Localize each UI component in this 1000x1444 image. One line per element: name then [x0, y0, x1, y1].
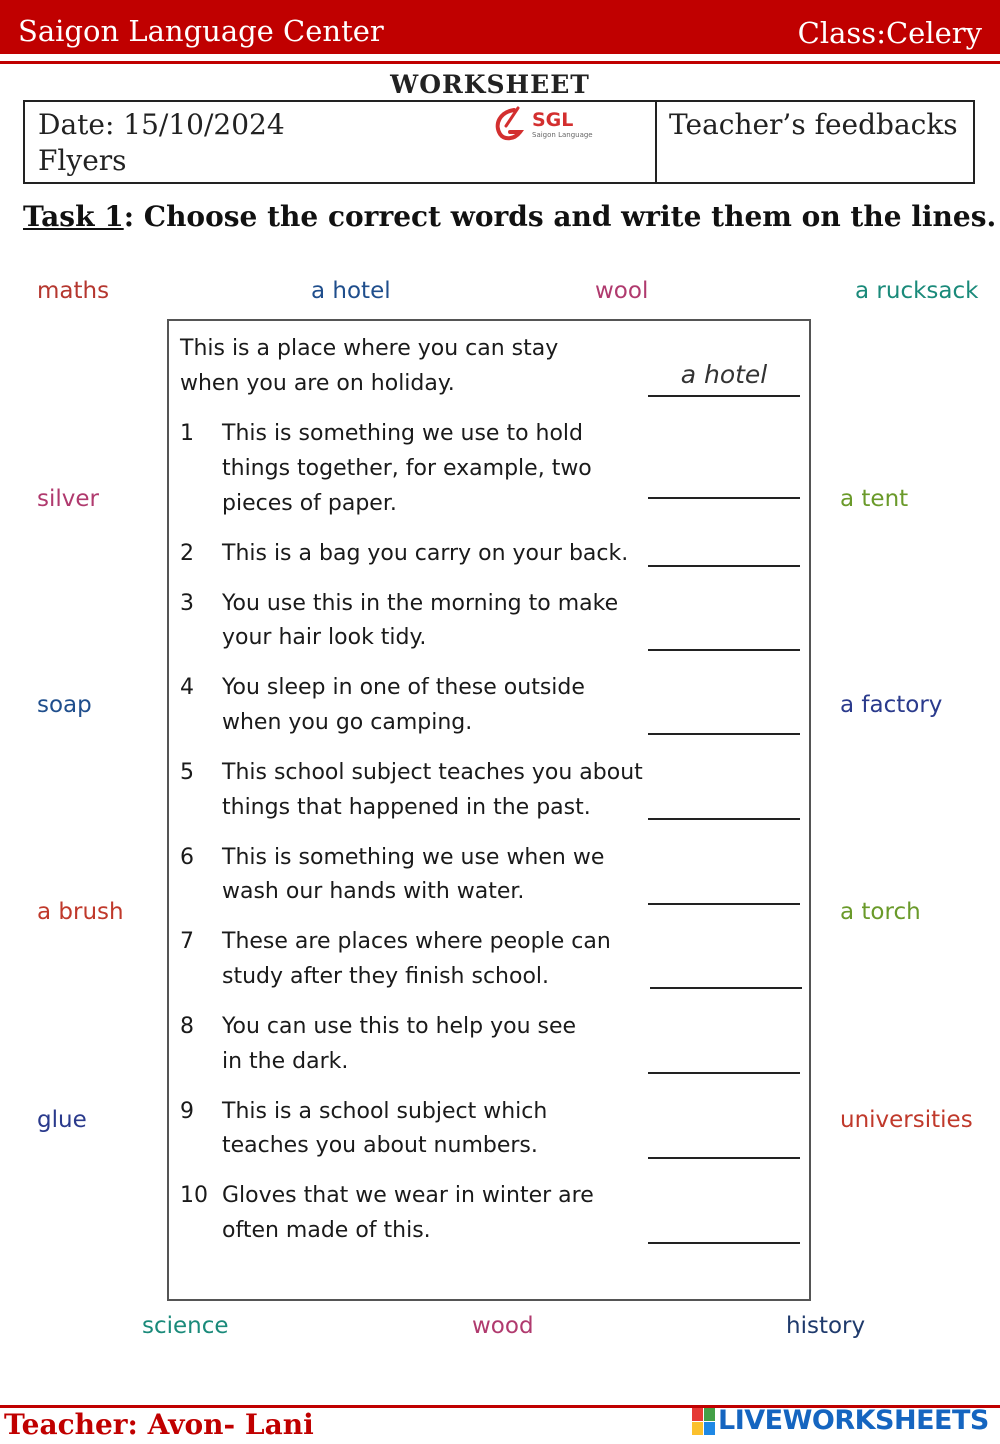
word-bank-item: a rucksack: [855, 278, 979, 304]
answer-line-4[interactable]: [648, 733, 800, 735]
sgl-logo: [492, 104, 602, 146]
task-label: Task 1: [23, 200, 124, 233]
question-number: 6: [180, 845, 194, 870]
example-line: This is a place where you can stay: [180, 336, 559, 361]
task-instruction: [23, 200, 996, 233]
word-bank-item: wood: [472, 1313, 534, 1339]
question-line: wash our hands with water.: [222, 879, 525, 904]
word-bank-item: a tent: [840, 486, 909, 512]
question-line: often made of this.: [222, 1218, 431, 1243]
word-bank-item: glue: [37, 1107, 87, 1133]
answer-line-8[interactable]: [648, 1072, 800, 1074]
question-number: 5: [180, 760, 194, 785]
word-bank-item: wool: [595, 278, 649, 304]
word-bank-item: universities: [840, 1107, 973, 1133]
question-line: You sleep in one of these outside: [222, 675, 585, 700]
question-line: These are places where people can: [222, 929, 611, 954]
answer-line-5[interactable]: [648, 818, 800, 820]
answer-line-1[interactable]: [648, 497, 800, 499]
question-number: 2: [180, 541, 194, 566]
task-text: : Choose the correct words and write them on the lines.: [123, 200, 997, 233]
answer-line-10[interactable]: [648, 1242, 800, 1244]
question-line: This school subject teaches you about: [222, 760, 643, 785]
answer-line-3[interactable]: [648, 649, 800, 651]
question-number: 9: [180, 1099, 194, 1124]
question-line: in the dark.: [222, 1049, 349, 1074]
question-line: your hair look tidy.: [222, 625, 427, 650]
word-bank-item: soap: [37, 692, 92, 718]
question-line: when you go camping.: [222, 710, 473, 735]
word-bank-item: history: [786, 1313, 866, 1339]
answer-line-9[interactable]: [648, 1157, 800, 1159]
question-line: You use this in the morning to make: [222, 591, 619, 616]
liveworksheets-brand[interactable]: LIVEWORKSHEETS: [718, 1405, 989, 1436]
answer-line-7[interactable]: [650, 987, 802, 989]
question-line: This is a school subject which: [222, 1099, 548, 1124]
teacher-name: Teacher: Avon- Lani: [4, 1408, 314, 1441]
question-number: 4: [180, 675, 194, 700]
question-line: This is a bag you carry on your back.: [222, 541, 629, 566]
center-name: Saigon Language Center: [18, 14, 384, 48]
example-answer-line: [648, 395, 800, 397]
liveworksheets-logo-icon: [692, 1408, 716, 1436]
question-line: teaches you about numbers.: [222, 1133, 538, 1158]
question-line: pieces of paper.: [222, 491, 397, 516]
question-number: 8: [180, 1014, 194, 1039]
question-line: things together, for example, two: [222, 456, 592, 481]
logo-subtext: Saigon Language: [532, 131, 593, 139]
question-line: This is something we use to hold: [222, 421, 584, 446]
word-bank-item: silver: [37, 486, 99, 512]
question-number: 1: [180, 421, 194, 446]
question-number: 3: [180, 591, 194, 616]
logo-text: SGL: [532, 109, 574, 131]
header-divider-line: [0, 61, 1000, 64]
teacher-feedback-label: Teacher’s feedbacks: [669, 108, 958, 141]
date-label: Date: 15/10/2024: [38, 108, 285, 141]
question-number: 7: [180, 929, 194, 954]
worksheet-title: WORKSHEET: [390, 70, 590, 99]
class-name: Class:Celery: [797, 16, 982, 50]
question-line: things that happened in the past.: [222, 795, 591, 820]
question-number: 10: [180, 1183, 208, 1208]
info-box-divider: [655, 100, 657, 184]
word-bank-item: a factory: [840, 692, 943, 718]
level-label: Flyers: [38, 144, 127, 177]
example-answer: a hotel: [680, 360, 768, 389]
example-line: when you are on holiday.: [180, 371, 455, 396]
answer-line-6[interactable]: [648, 903, 800, 905]
word-bank-item: a hotel: [311, 278, 391, 304]
word-bank-item: a torch: [840, 899, 921, 925]
question-line: You can use this to help you see: [222, 1014, 577, 1039]
question-line: Gloves that we wear in winter are: [222, 1183, 594, 1208]
question-line: This is something we use when we: [222, 845, 605, 870]
word-bank-item: science: [142, 1313, 229, 1339]
question-line: study after they finish school.: [222, 964, 550, 989]
word-bank-item: maths: [37, 278, 110, 304]
answer-line-2[interactable]: [648, 565, 800, 567]
word-bank-item: a brush: [37, 899, 124, 925]
